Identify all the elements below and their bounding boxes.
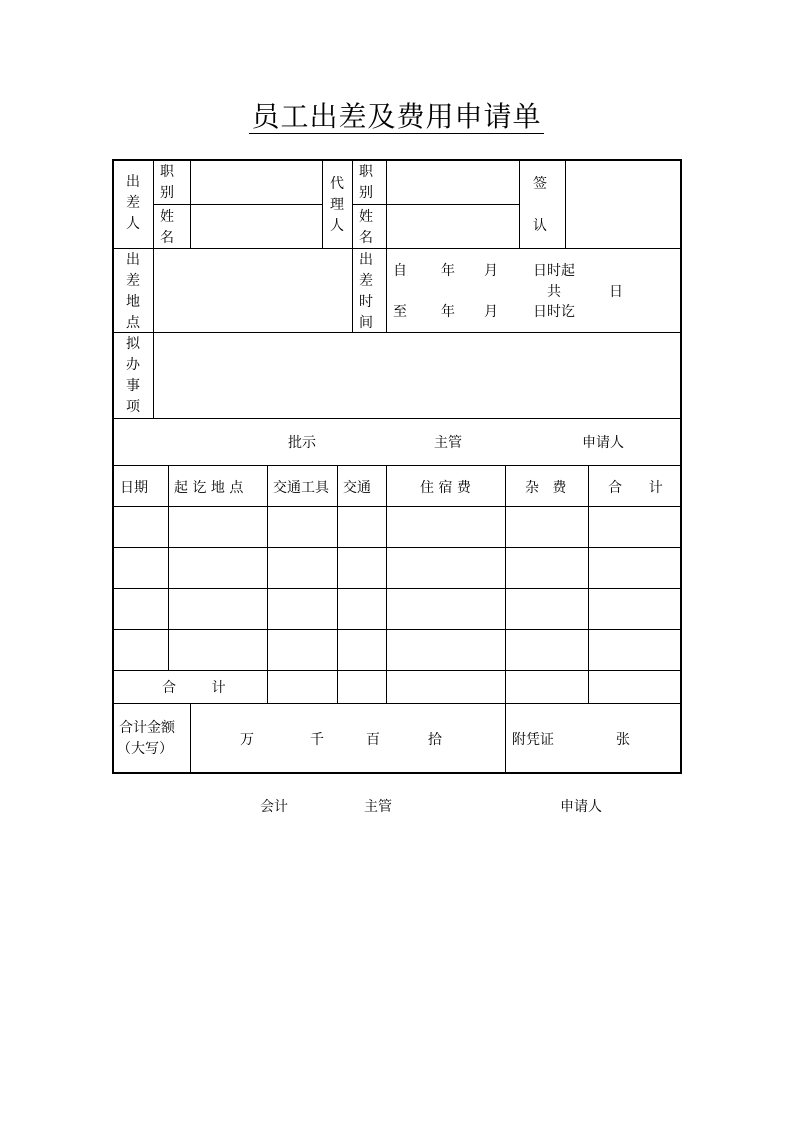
from-year: 年: [441, 263, 455, 279]
trip-place-field[interactable]: [154, 249, 352, 332]
total-prefix: 共: [547, 284, 561, 300]
traveler-name-field[interactable]: [191, 205, 322, 248]
position-label: 职 别: [160, 164, 174, 201]
sign-label-bottom: 认: [533, 218, 547, 234]
traveler-label: 出 差 人: [126, 174, 140, 232]
col-header-date: 日期: [120, 480, 148, 496]
agent-position-label: 职 别: [359, 164, 373, 201]
voucher-label: 附凭证: [512, 732, 554, 748]
amount-unit-bai: 百: [366, 732, 380, 748]
from-prefix: 自: [393, 263, 407, 279]
trip-place-label: 出 差 地 点: [126, 252, 140, 331]
to-month: 月: [484, 304, 498, 320]
name-label: 姓 名: [160, 209, 174, 246]
approval-instruction: 批示: [288, 435, 316, 451]
matters-field[interactable]: [154, 333, 680, 418]
trip-time-label: 出 差 时 间: [359, 252, 373, 331]
expense-total-label: 合 计: [162, 680, 226, 696]
amount-label-line1: 合计金额: [119, 720, 175, 736]
agent-label: 代 理 人: [330, 176, 344, 234]
from-suffix: 日时起: [533, 263, 575, 279]
footer-supervisor: 主管: [364, 799, 392, 815]
agent-position-field[interactable]: [387, 161, 519, 204]
signature-field[interactable]: [566, 161, 680, 248]
to-suffix: 日时讫: [533, 304, 575, 320]
approval-applicant: 申请人: [582, 435, 624, 451]
agent-name-label: 姓 名: [359, 209, 373, 246]
sign-label-top: 签: [533, 176, 547, 192]
to-year: 年: [441, 304, 455, 320]
amount-unit-shi: 拾: [428, 732, 442, 748]
col-header-total: 合 计: [608, 480, 663, 496]
footer-applicant: 申请人: [560, 799, 602, 815]
col-header-vehicle: 交通工具: [273, 480, 329, 496]
footer-accountant: 会计: [260, 799, 288, 815]
col-header-route: 起 讫 地 点: [174, 480, 244, 496]
col-header-misc: 杂 费: [525, 480, 567, 496]
total-suffix: 日: [609, 284, 623, 300]
approval-supervisor: 主管: [434, 435, 462, 451]
to-prefix: 至: [393, 304, 407, 320]
amount-unit-qian: 千: [310, 732, 324, 748]
amount-label-line2: （大写）: [117, 741, 173, 757]
col-header-transport: 交通: [343, 480, 371, 496]
matters-label: 拟 办 事 项: [126, 336, 140, 415]
amount-unit-wan: 万: [240, 732, 254, 748]
traveler-position-field[interactable]: [191, 161, 322, 204]
form-title: 员工出差及费用申请单: [251, 100, 542, 133]
voucher-unit: 张: [616, 732, 630, 748]
from-month: 月: [484, 263, 498, 279]
col-header-lodging: 住 宿 费: [420, 480, 471, 496]
agent-name-field[interactable]: [387, 205, 519, 248]
